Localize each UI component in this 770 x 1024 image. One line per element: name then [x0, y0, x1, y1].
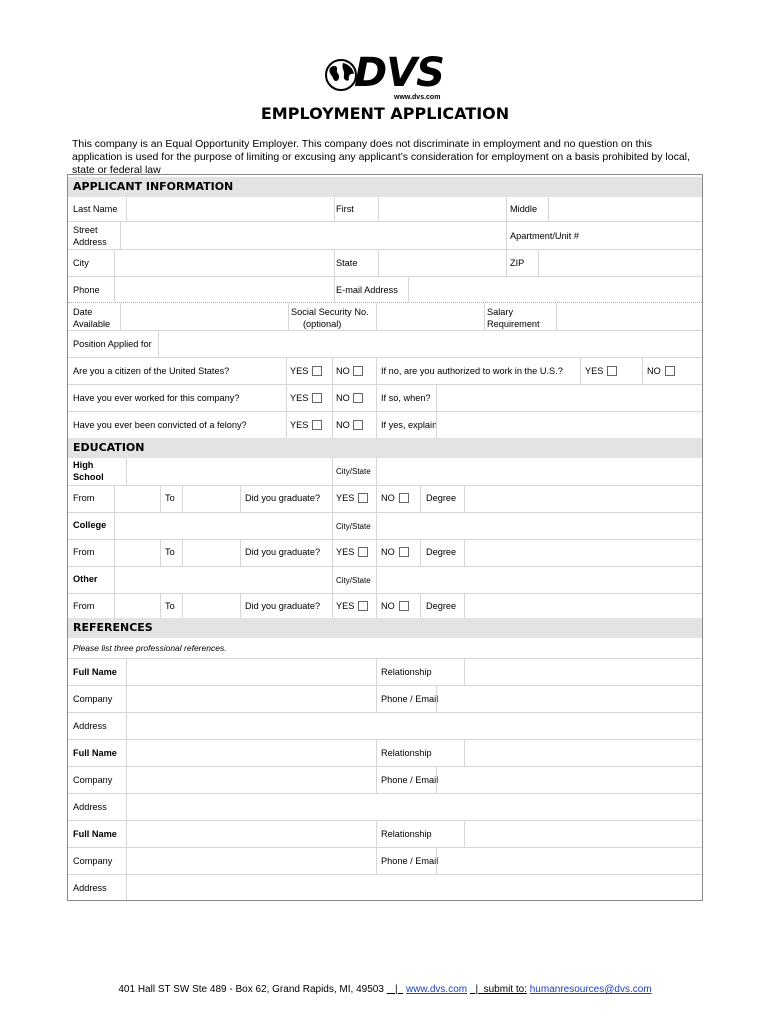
logo-url: www.dvs.com	[394, 94, 441, 101]
middle-name-field[interactable]	[550, 197, 700, 221]
ref1-full-name-field[interactable]	[126, 659, 376, 685]
ref1-relationship-field[interactable]	[464, 659, 700, 685]
authorized-question: If no, are you authorized to work in the U.S.?	[381, 366, 563, 376]
high-school-field[interactable]	[126, 458, 332, 485]
citizen-no-label: NO	[336, 366, 350, 376]
references-note: Please list three professional references.	[73, 643, 227, 653]
college-to-label: To	[165, 547, 175, 557]
zip-field[interactable]	[538, 250, 700, 276]
last-name-label: Last Name	[73, 204, 118, 214]
ref3-full-name-field[interactable]	[126, 821, 376, 847]
college-field[interactable]	[114, 513, 332, 539]
ssn-field[interactable]	[378, 303, 484, 330]
college-city-state-field[interactable]	[376, 513, 700, 539]
state-label: State	[336, 258, 358, 268]
website-link[interactable]: www.dvs.com	[405, 984, 468, 995]
footer-separator-1: |	[395, 984, 398, 995]
ref2-phone-email-label: Phone / Email	[381, 775, 439, 785]
other-from-field[interactable]	[114, 594, 160, 618]
worked-yes-label: YES	[290, 393, 309, 403]
hs-yes-label: YES	[336, 493, 355, 503]
felony-no-checkbox[interactable]	[353, 420, 363, 430]
street-address-field[interactable]	[120, 222, 504, 249]
email-link[interactable]: humanresources@dvs.com	[529, 984, 652, 995]
ref2-address-label: Address	[73, 802, 107, 812]
college-yes-label: YES	[336, 547, 355, 557]
other-field[interactable]	[114, 567, 332, 593]
worked-question: Have you ever worked for this company?	[73, 393, 240, 403]
ref2-company-label: Company	[73, 775, 113, 785]
college-to-field[interactable]	[182, 540, 240, 566]
other-city-state-label: City/State	[336, 576, 371, 585]
ssn-label-line1: Social Security No.	[291, 307, 369, 317]
salary-field[interactable]	[556, 303, 700, 330]
college-from-label: From	[73, 547, 95, 557]
email-label: E-mail Address	[336, 285, 398, 295]
ref2-address-field[interactable]	[126, 794, 700, 820]
ref2-relationship-field[interactable]	[464, 740, 700, 766]
college-city-state-label: City/State	[336, 522, 371, 531]
authorized-yes-checkbox[interactable]	[607, 366, 617, 376]
phone-label: Phone	[73, 285, 100, 295]
ref1-full-name-label: Full Name	[73, 667, 117, 677]
worked-no-checkbox[interactable]	[353, 393, 363, 403]
high-school-label-line1: High	[73, 460, 94, 470]
salary-label-line1: Salary	[487, 307, 514, 317]
ref2-phone-email-field[interactable]	[436, 767, 700, 793]
salary-label-line2: Requirement	[487, 319, 540, 329]
company-logo	[318, 50, 458, 104]
high-school-city-state-field[interactable]	[376, 458, 700, 485]
worked-no-label: NO	[336, 393, 350, 403]
authorized-yes-label: YES	[585, 366, 604, 376]
other-city-state-field[interactable]	[376, 567, 700, 593]
ref1-address-label: Address	[73, 721, 107, 731]
globe-icon	[324, 58, 358, 92]
ref3-phone-email-field[interactable]	[436, 848, 700, 874]
hs-from-field[interactable]	[114, 486, 160, 512]
hs-to-field[interactable]	[182, 486, 240, 512]
ref3-full-name-label: Full Name	[73, 829, 117, 839]
college-degree-field[interactable]	[464, 540, 700, 566]
ref3-company-field[interactable]	[126, 848, 376, 874]
footer-separator-2: |	[475, 984, 479, 995]
citizen-no-checkbox[interactable]	[353, 366, 363, 376]
apartment-field[interactable]	[578, 222, 700, 249]
other-to-label: To	[165, 601, 175, 611]
first-name-field[interactable]	[378, 197, 506, 221]
hs-to-label: To	[165, 493, 175, 503]
authorized-no-checkbox[interactable]	[665, 366, 675, 376]
phone-field[interactable]	[114, 277, 334, 302]
hs-degree-label: Degree	[426, 493, 457, 503]
email-field[interactable]	[408, 277, 700, 302]
state-field[interactable]	[378, 250, 506, 276]
other-degree-field[interactable]	[464, 594, 700, 618]
college-no-label: NO	[381, 547, 395, 557]
ref3-phone-email-label: Phone / Email	[381, 856, 439, 866]
felony-question: Have you ever been convicted of a felony?	[73, 420, 247, 430]
explain-field[interactable]	[436, 412, 700, 438]
hs-from-label: From	[73, 493, 95, 503]
date-available-label-line1: Date	[73, 307, 93, 317]
worked-yes-checkbox[interactable]	[312, 393, 322, 403]
citizen-yes-checkbox[interactable]	[312, 366, 322, 376]
authorized-no-label: NO	[647, 366, 661, 376]
ref1-company-field[interactable]	[126, 686, 376, 712]
hs-degree-field[interactable]	[464, 486, 700, 512]
logo-text: DVS	[354, 50, 444, 96]
ref3-relationship-field[interactable]	[464, 821, 700, 847]
citizen-question: Are you a citizen of the United States?	[73, 366, 230, 376]
felony-no-label: NO	[336, 420, 350, 430]
street-label-line2: Address	[73, 237, 107, 247]
ref2-company-field[interactable]	[126, 767, 376, 793]
college-degree-label: Degree	[426, 547, 457, 557]
ref1-relationship-label: Relationship	[381, 667, 432, 677]
date-available-label-line2: Available	[73, 319, 111, 329]
other-yes-label: YES	[336, 601, 355, 611]
position-field[interactable]	[158, 331, 700, 357]
middle-name-label: Middle	[510, 204, 538, 214]
ref2-full-name-field[interactable]	[126, 740, 376, 766]
ref2-full-name-label: Full Name	[73, 748, 117, 758]
hs-graduate-label: Did you graduate?	[245, 493, 321, 503]
college-label: College	[73, 520, 107, 530]
zip-label: ZIP	[510, 258, 525, 268]
ssn-label-line2: (optional)	[303, 319, 342, 329]
high-school-city-state-label: City/State	[336, 467, 371, 476]
ref1-phone-email-field[interactable]	[436, 686, 700, 712]
hs-no-checkbox[interactable]	[399, 493, 409, 503]
section-references: REFERENCES	[68, 618, 702, 638]
footer-address: 401 Hall ST SW Ste 489 - Box 62, Grand Rapids, MI, 49503	[118, 984, 384, 995]
other-to-field[interactable]	[182, 594, 240, 618]
application-form	[67, 174, 703, 901]
city-label: City	[73, 258, 89, 268]
page-title: EMPLOYMENT APPLICATION	[260, 104, 510, 123]
other-label: Other	[73, 574, 98, 584]
other-graduate-label: Did you graduate?	[245, 601, 321, 611]
other-degree-label: Degree	[426, 601, 457, 611]
citizen-yes-label: YES	[290, 366, 309, 376]
ref3-relationship-label: Relationship	[381, 829, 432, 839]
city-field[interactable]	[114, 250, 334, 276]
other-from-label: From	[73, 601, 95, 611]
explain-label: If yes, explain	[381, 420, 438, 430]
college-yes-checkbox[interactable]	[358, 547, 368, 557]
first-name-label: First	[336, 204, 354, 214]
when-label: If so, when?	[381, 393, 431, 403]
college-no-checkbox[interactable]	[399, 547, 409, 557]
ref3-company-label: Company	[73, 856, 113, 866]
college-graduate-label: Did you graduate?	[245, 547, 321, 557]
street-label-line1: Street	[73, 225, 98, 235]
ref1-address-field[interactable]	[126, 713, 700, 739]
intro-paragraph: This company is an Equal Opportunity Employer. This company does not discriminate in employment and no question on this application is used for the purpose of limiting or excusing any applicant’s consideration for employment on a basis prohibited by local, state or federal law	[72, 138, 690, 176]
felony-yes-label: YES	[290, 420, 309, 430]
other-yes-checkbox[interactable]	[358, 601, 368, 611]
other-no-checkbox[interactable]	[399, 601, 409, 611]
other-no-label: NO	[381, 601, 395, 611]
footer	[0, 984, 770, 995]
footer-submit-label: submit to:	[483, 984, 527, 995]
ref3-address-label: Address	[73, 883, 107, 893]
hs-no-label: NO	[381, 493, 395, 503]
last-name-field[interactable]	[126, 197, 334, 221]
apartment-label: Apartment/Unit #	[510, 231, 579, 241]
felony-yes-checkbox[interactable]	[312, 420, 322, 430]
when-field[interactable]	[436, 385, 700, 411]
ref3-address-field[interactable]	[126, 875, 700, 900]
ref1-company-label: Company	[73, 694, 113, 704]
section-education: EDUCATION	[68, 438, 702, 458]
ref1-phone-email-label: Phone / Email	[381, 694, 439, 704]
position-label: Position Applied for	[73, 339, 152, 349]
high-school-label-line2: School	[73, 472, 104, 482]
section-applicant-information: APPLICANT INFORMATION	[68, 177, 702, 197]
date-available-field[interactable]	[120, 303, 288, 330]
hs-yes-checkbox[interactable]	[358, 493, 368, 503]
ref2-relationship-label: Relationship	[381, 748, 432, 758]
college-from-field[interactable]	[114, 540, 160, 566]
